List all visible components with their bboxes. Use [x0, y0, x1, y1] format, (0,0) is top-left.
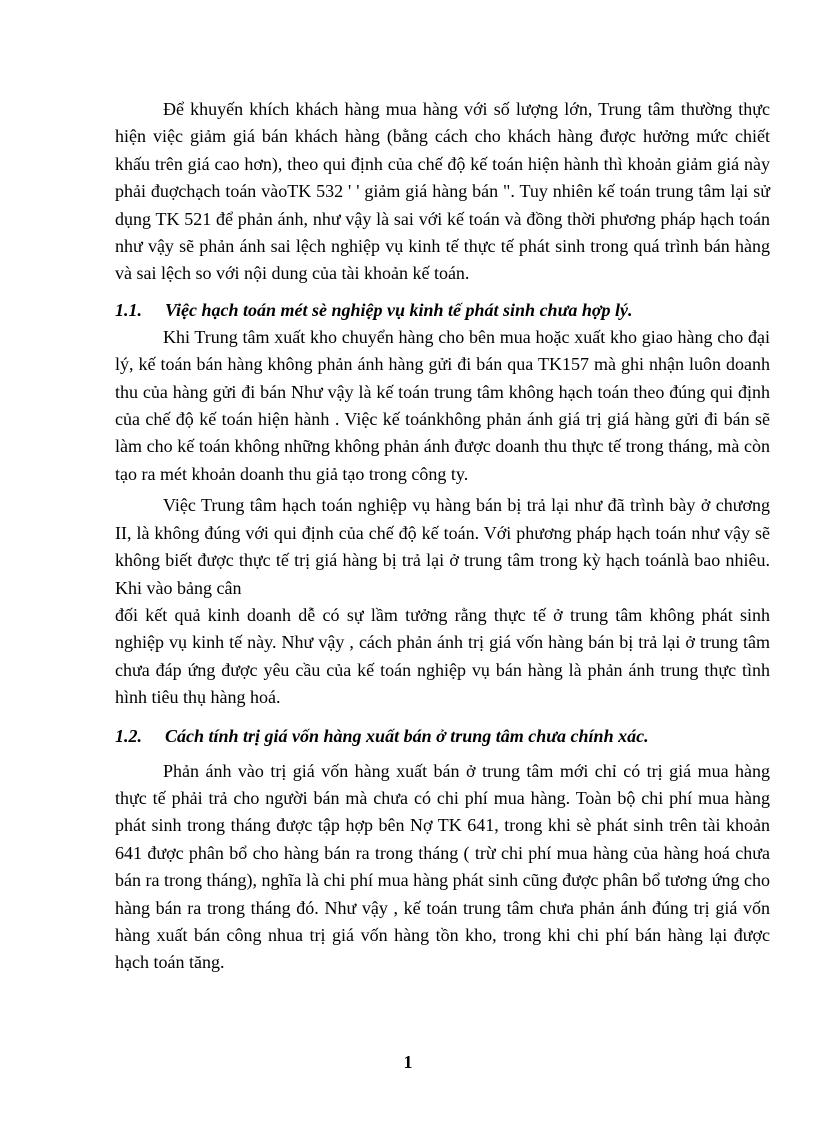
section-heading-1-1: [115, 296, 770, 324]
document-body: [115, 96, 770, 977]
paragraph-returned-goods: Việc Trung tâm hạch toán nghiệp vụ hàng bán bị trả lại như đã trình bày ở chương II, là không đúng với qui định của chế độ kế toán. Với phương pháp hạch toán như vậy sẽ không biết được thực tế trị giá hàng bị trả lại ở trung tâm trong kỳ hạch toánlà bao nhiêu. Khi vào bảng cân: [115, 495, 770, 598]
paragraph-returned-goods-continued: đối kết quả kinh doanh dễ có sự lầm tưởng rằng thực tế ở trung tâm không phát sinh nghiệp vụ kinh tế này. Như vậy , cách phản ánh trị giá vốn hàng bán bị trả lại ở trung tâm chưa đáp ứng được yêu cầu của kế toán nghiệp vụ bán hàng là phản ánh trung thực tình hình tiêu thụ hàng hoá.: [115, 604, 770, 708]
paragraph-discount-accounting: Để khuyến khích khách hàng mua hàng với số lượng lớn, Trung tâm thường thực hiện việc giảm giá bán khách hàng (bằng cách cho khách hàng được hưởng mức chiết khấu trên giá cao hơn), theo qui định của chế độ kế toán hiện hành thì khoản giảm giá này phải đuợchạch toán vàoTK 532 ' ' giảm giá hàng bán ". Tuy nhiên kế toán trung tâm lại sử dụng TK 521 để phản ánh, như vậy là sai với kế toán và đồng thời phương pháp hạch toán như vậy sẽ phản ánh sai lệch nghiệp vụ kinh tế thực tế phát sinh trong quá trình bán hàng và sai lệch so với nội dung của tài khoản kế toán.: [115, 99, 770, 284]
section-title: Cách tính trị giá vốn hàng xuất bán ở trung tâm chưa chính xác.: [165, 725, 649, 746]
page-number: 1: [403, 1052, 413, 1072]
paragraph-cost-of-goods: Phản ánh vào trị giá vốn hàng xuất bán ở trung tâm mới chỉ có trị giá mua hàng thực tế phải trả cho người bán mà chưa có chi phí mua hàng. Toàn bộ chi phí mua hàng phát sinh trong tháng được tập hợp bên Nợ TK 641, trong khi sè phát sinh trên tài khoản 641 được phân bổ cho hàng bán ra trong tháng ( trừ chi phí mua hàng của hàng hoá chưa bán ra trong tháng), nghĩa là chi phí mua hàng phát sinh cũng được phân bổ tương ứng cho hàng bán ra trong tháng đó. Như vậy , kế toán trung tâm chưa phản ánh đúng trị giá vốn hàng xuất bán công nhua trị giá vốn hàng tồn kho, trong khi chi phí bán hàng lại được hạch toán tăng.: [115, 760, 770, 973]
section-number: 1.1.: [115, 299, 142, 320]
section-title: Việc hạch toán mét sè nghiệp vụ kinh tế phát sinh chưa hợp lý.: [165, 299, 633, 320]
paragraph-goods-sent: Khi Trung tâm xuất kho chuyển hàng cho bên mua hoặc xuất kho giao hàng cho đại lý, kế toán bán hàng không phản ánh hàng gửi đi bán qua TK157 mà ghi nhận luôn doanh thu của hàng gửi đi bán Như vậy là kế toán trung tâm không hạch toán theo đúng qui định của chế độ kế toán hiện hành . Việc kế toánkhông phản ánh giá trị giá hàng gửi đi bán sẽ làm cho kế toán không những không phản ánh được doanh thu thực tế trong tháng, mà còn tạo ra mét khoản doanh thu giả tạo trong công ty.: [115, 326, 770, 484]
section-number: 1.2.: [115, 725, 142, 746]
section-heading-1-2: [115, 722, 770, 750]
